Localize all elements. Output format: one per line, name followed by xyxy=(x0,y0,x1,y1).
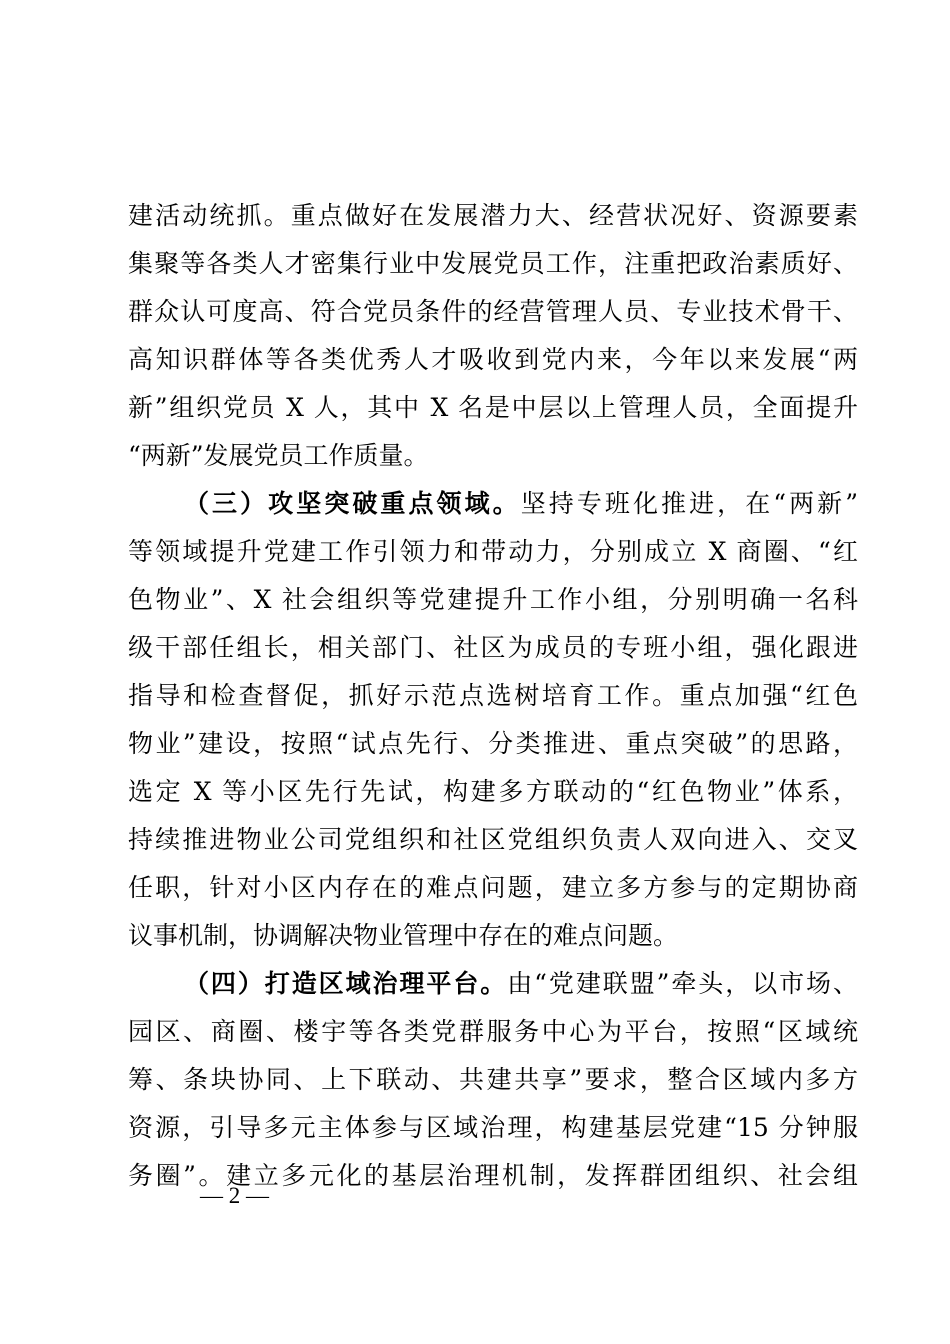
text-line: 等领域提升党建工作引领力和带动力，分别成立 X 商圈、“红 xyxy=(128,537,858,566)
text-line: 务圈”。建立多元化的基层治理机制，发挥群团组织、社会组 xyxy=(128,1161,858,1190)
text-line: 选定 X 等小区先行先试，构建多方联动的“红色物业”体系， xyxy=(128,777,858,806)
section-heading: （四）打造区域治理平台。 xyxy=(184,969,508,998)
document-body xyxy=(128,192,858,1200)
paragraph-1 xyxy=(128,192,858,480)
text-line: “两新”发展党员工作质量。 xyxy=(128,441,429,470)
text-line: 筹、条块协同、上下联动、共建共享”要求，整合区域内多方 xyxy=(128,1065,858,1094)
text-line: 群众认可度高、符合党员条件的经营管理人员、专业技术骨干、 xyxy=(128,297,858,326)
text-line: 集聚等各类人才密集行业中发展党员工作，注重把政治素质好、 xyxy=(128,249,858,278)
text-run: 由“党建联盟”牵头，以市场、 xyxy=(507,969,858,998)
paragraph-first-line xyxy=(128,480,858,528)
text-line: 物业”建设，按照“试点先行、分类推进、重点突破”的思路， xyxy=(128,729,858,758)
text-line: 园区、商圈、楼宇等各类党群服务中心为平台，按照“区域统 xyxy=(128,1017,858,1046)
text-line: 指导和检查督促，抓好示范点选树培育工作。重点加强“红色 xyxy=(128,681,858,710)
paragraph-3 xyxy=(128,960,858,1200)
text-line: 持续推进物业公司党组织和社区党组织负责人双向进入、交叉 xyxy=(128,825,858,854)
paragraph-first-line xyxy=(128,960,858,1008)
paragraph-2 xyxy=(128,480,858,960)
text-line: 建活动统抓。重点做好在发展潜力大、经营状况好、资源要素 xyxy=(128,201,858,230)
text-line: 色物业”、X 社会组织等党建提升工作小组，分别明确一名科 xyxy=(128,585,858,614)
text-line: 任职，针对小区内存在的难点问题，建立多方参与的定期协商 xyxy=(128,873,858,902)
text-line: 高知识群体等各类优秀人才吸收到党内来，今年以来发展“两 xyxy=(128,345,858,374)
text-run: 坚持专班化推进，在“两新” xyxy=(520,489,858,518)
text-line: 议事机制，协调解决物业管理中存在的难点问题。 xyxy=(128,921,679,950)
page-number: — 2 — xyxy=(200,1183,269,1208)
section-heading: （三）攻坚突破重点领域。 xyxy=(184,489,521,518)
text-line: 级干部任组长，相关部门、社区为成员的专班小组，强化跟进 xyxy=(128,633,858,662)
text-line: 资源，引导多元主体参与区域治理，构建基层党建“15 分钟服 xyxy=(128,1113,858,1142)
text-line: 新”组织党员 X 人，其中 X 名是中层以上管理人员，全面提升 xyxy=(128,393,858,422)
